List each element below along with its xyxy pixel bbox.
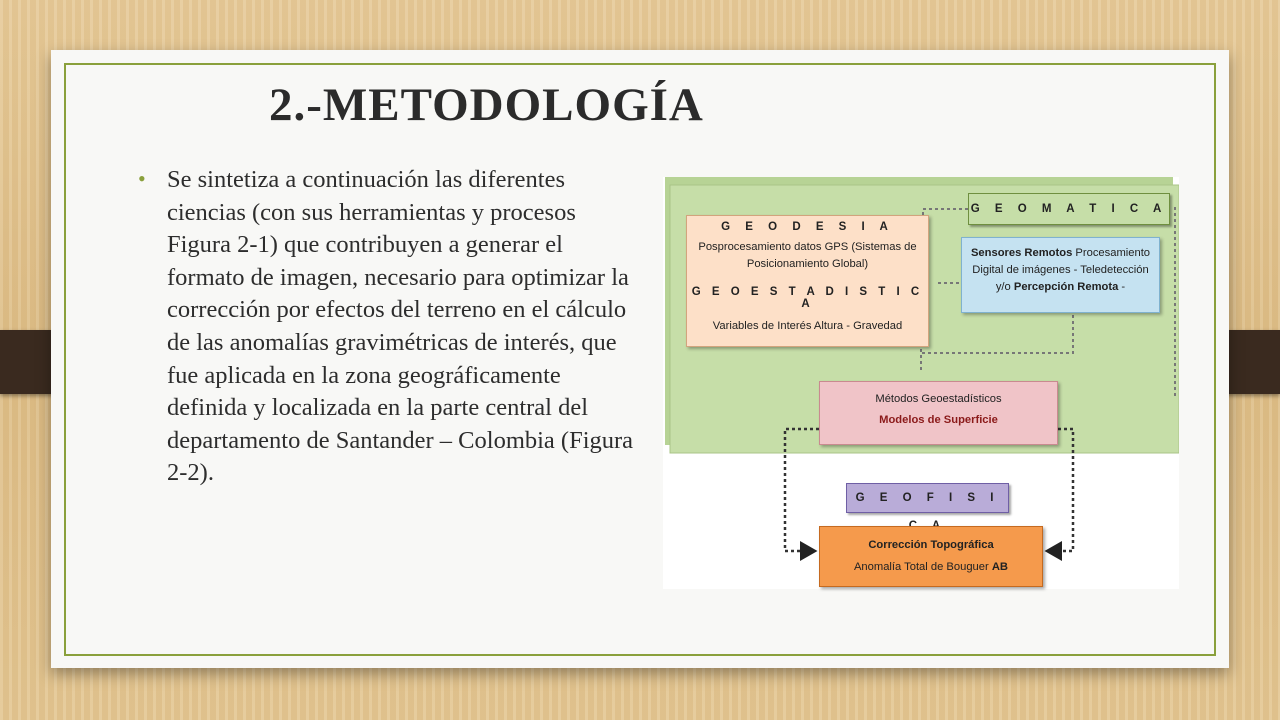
methodology-diagram bbox=[663, 177, 1179, 589]
geodesia-title: G E O D E S I A bbox=[721, 221, 894, 233]
sensores-bold-1: Sensores Remotos bbox=[970, 247, 1073, 259]
correccion-box bbox=[819, 526, 1043, 587]
geoestadistica-desc: Variables de Interés Altura - Gravedad bbox=[712, 320, 903, 332]
metodos-box bbox=[819, 381, 1058, 445]
sensores-bold-2: Percepción Remota bbox=[1013, 281, 1119, 293]
geofisica-box: G E O F I S I bbox=[846, 483, 1009, 513]
geodesia-desc: Posprocesamiento datos GPS (Sistemas de Posicionamiento Global) bbox=[698, 241, 917, 270]
geomatica-box: G E O M A T I C A bbox=[968, 193, 1170, 225]
metodos-line1: Métodos Geoestadísticos bbox=[875, 393, 1002, 405]
geodesia-box bbox=[686, 215, 929, 347]
sensores-text-1: Procesamiento Digital de imágenes - Teledetección y/o bbox=[972, 247, 1151, 293]
geoestadistica-title: G E O E S T A D I S T I C A bbox=[691, 286, 924, 310]
sensores-text-2: - bbox=[1118, 281, 1126, 293]
correccion-line1: Corrección Topográfica bbox=[868, 539, 994, 551]
bullet-dot-icon: • bbox=[138, 166, 146, 191]
bullet-text: Se sintetiza a continuación las diferentes ciencias (con sus herramientas y procesos Figura 2-1) que contribuyen a generar el formato de imagen, necesario para optimizar la corrección por efectos del terreno en el cálculo de las anomalías gravimétricas de interés, que fue aplicada en la zona geográficamente definida y localizada en la parte central del departamento de Santander – Colombia (Figura 2-2). bbox=[167, 166, 634, 487]
slide-card bbox=[51, 50, 1229, 668]
sensores-box bbox=[961, 237, 1160, 313]
correccion-line2-text: Anomalía Total de Bouguer bbox=[853, 561, 992, 573]
metodos-line2: Modelos de Superficie bbox=[879, 414, 998, 426]
correccion-line2-bold: AB bbox=[991, 561, 1009, 573]
slide-title: 2.-METODOLOGÍA bbox=[269, 79, 704, 131]
